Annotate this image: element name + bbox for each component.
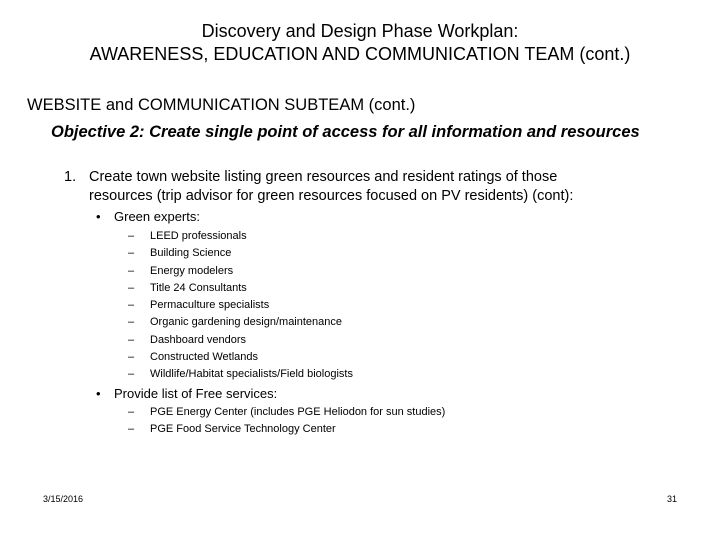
- title-line-1: Discovery and Design Phase Workplan:: [201, 21, 519, 41]
- section-heading: WEBSITE and COMMUNICATION SUBTEAM (cont.): [27, 96, 416, 114]
- item-text: [89, 168, 649, 206]
- bullet-icon: •: [96, 209, 101, 224]
- dash-icon: –: [128, 230, 135, 242]
- dash-icon: –: [128, 247, 135, 260]
- dash-icon: –: [128, 316, 135, 329]
- dash-icon: –: [128, 406, 135, 418]
- footer-date: 3/15/2016: [43, 494, 84, 504]
- dash-icon: –: [128, 368, 135, 380]
- item-text-line-1: Create town website listing green resources and resident ratings of those: [89, 169, 558, 185]
- dash-icon: –: [128, 350, 135, 363]
- bullet-label: Green experts:: [114, 209, 200, 224]
- dash-icon: –: [128, 423, 135, 436]
- slide-title: [0, 20, 720, 66]
- dash-icon: –: [128, 333, 135, 346]
- page-number: 31: [666, 494, 677, 504]
- dash-icon: –: [128, 264, 135, 277]
- bullet-icon: •: [96, 386, 101, 401]
- dash-icon: –: [128, 299, 135, 311]
- title-line-2: AWARENESS, EDUCATION AND COMMUNICATION TEAM (cont.): [89, 44, 631, 64]
- item-number: 1.: [64, 169, 77, 185]
- item-text-line-2: resources (trip advisor for green resources focused on PV residents) (cont):: [89, 188, 574, 204]
- objective-heading: Objective 2: Create single point of access for all information and resources: [51, 123, 640, 141]
- dash-icon: –: [128, 281, 135, 294]
- bullet-label: Provide list of Free services:: [114, 386, 278, 401]
